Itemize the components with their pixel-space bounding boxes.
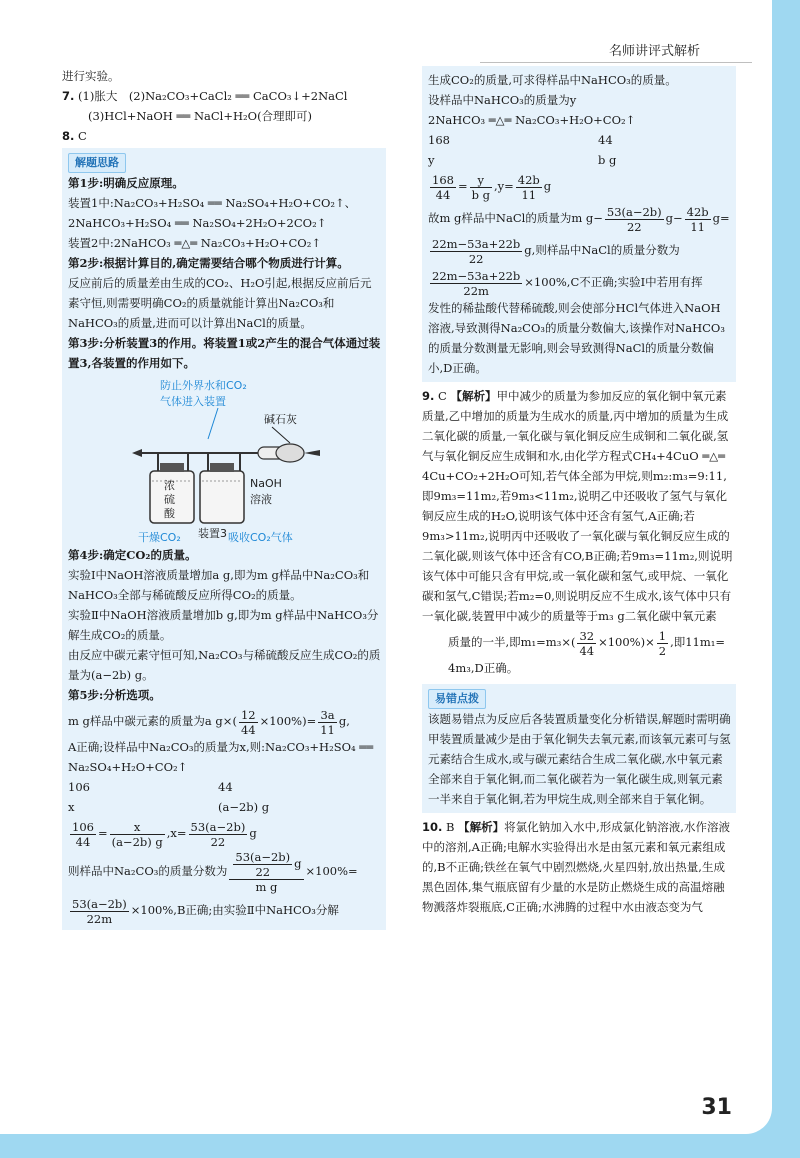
carbon-pre: m g样品中碳元素的质量为a g× <box>68 714 233 728</box>
solution-tag: 解题思路 <box>68 153 126 173</box>
fraction-den: 2 <box>658 643 667 658</box>
fraction-num: 53(a−2b) <box>606 204 662 219</box>
step-4-text-1: 实验Ⅰ中NaOH溶液质量增加a g,即为m g样品中Na₂CO₃和NaHCO₃全部与稀硫酸反应所得CO₂的质量。 <box>68 568 370 602</box>
fraction-den: 22 <box>468 251 484 266</box>
q7-answer-2: (3)HCl+NaOH ══ NaCl+H₂O(合理即可) <box>88 109 313 123</box>
q8-answer: C <box>78 129 87 143</box>
stopper-2 <box>210 463 234 472</box>
step-4: 第4步:确定CO₂的质量。 <box>68 548 197 562</box>
fraction-num: 3a <box>318 708 337 723</box>
q9 <box>422 386 736 626</box>
fraction-den: 22 <box>626 219 642 234</box>
mass-ratio-row <box>68 777 382 797</box>
coef-44: 44 <box>598 133 613 147</box>
nacl-fraction <box>428 266 732 298</box>
header-title: 名师讲评式解析 <box>608 44 700 59</box>
acid-label-2: 硫 <box>164 493 175 506</box>
fraction-num: 53(a−2b) <box>190 819 246 834</box>
stopper-1 <box>160 463 184 472</box>
q9-last <box>422 626 736 658</box>
fraction <box>685 205 711 234</box>
mfr-post: ×100%,B正确;由实验Ⅱ中NaHCO₃分解 <box>130 903 339 917</box>
step-2: 第2步:根据计算目的,确定需要结合哪个物质进行计算。 <box>68 256 349 270</box>
soda-lime-label: 碱石灰 <box>264 413 297 426</box>
nacl-post: g= <box>712 211 730 225</box>
fraction-num: 168 <box>432 172 454 187</box>
apparatus-diagram <box>68 375 382 543</box>
diagram-note-top: 防止外界水和CO₂ <box>160 379 247 392</box>
soda-lime-pointer <box>272 427 290 443</box>
inlet-arrow <box>132 449 142 457</box>
nacl-mid: g− <box>665 211 683 225</box>
q10-number: 10. <box>422 820 443 834</box>
q7-number: 7. <box>62 89 75 103</box>
q9-text: 甲中减少的质量为参加反应的氧化铜中氧元素质量,乙中增加的质量为生成水的质量,丙中增加的质量为生成二氧化碳的质量,一氧化碳与氧化铜反应生成铜和二氧化碳,氢气与氧化铜反应生成铜和水,由化学方程式CH₄+4CuO ═△═ 4Cu+CO₂+2H₂O可知,若气体全部为甲烷,则m₂:m₃=9:11,即9m₃=11m₂,若9m₃<11m₂,说明乙中还吸收了氢气与氧化铜反应生成的H₂O,说明该气体中还含有氢气,A正确;若9m₃>11m₂,说明丙中还吸收了一氧化碳与氧化铜反应生成的二氧化碳,则该气体中还含有CO,B正确;若9m₃=11m₂,则说明该气体中可能只含有甲烷,或一氧化碳和氢气,或甲烷、一氧化碳和氢气,C错误;若m₂=0,则说明反应不生成水,该气体中只有一氧化碳,装置甲中减少的质量等于m₃ g二氧化碳中氧元素 <box>422 389 733 623</box>
text-para: 发性的稀盐酸代替稀硫酸,则会使部分HCl气体进入NaOH溶液,导致测得Na₂CO₃的质量分数偏大,该操作对NaHCO₃的质量分数测量无影响,则会导致测得NaCl的质量分数偏小,D正确。 <box>428 301 725 375</box>
text-line: 进行实验。 <box>62 69 120 83</box>
fraction-den: 22m <box>86 911 113 926</box>
fraction <box>430 173 456 202</box>
q8 <box>62 126 386 146</box>
step-2-text: 反应前后的质量差由生成的CO₂、H₂O引起,根据反应前后元素守恒,则需要明确CO₂的质量就能计算出Na₂CO₃和NaHCO₃的质量,进而可以计算出NaCl的质量。 <box>68 276 372 330</box>
fraction <box>605 205 664 234</box>
mass-value-row <box>68 797 382 817</box>
absorb-label: 吸收CO₂气体 <box>228 531 293 543</box>
unit-g: g <box>294 856 302 871</box>
fraction <box>239 708 258 737</box>
bottle-naoh <box>200 471 244 523</box>
mf-pre: 则样品中Na₂CO₃的质量分数为 <box>68 864 228 878</box>
fraction-num: 22m−53a+22b <box>432 236 521 251</box>
q10 <box>422 817 736 917</box>
val-x: x <box>68 800 75 814</box>
fraction <box>430 269 522 298</box>
step-5-carbon: m g样品中碳元素的质量为a g×( $\frac{12}{44}$ ×100%)= $\frac{3a}{11}$ g, <box>68 707 350 737</box>
fraction-den: 44 <box>435 187 451 202</box>
nacl2-post: g,则样品中NaCl的质量分数为 <box>524 243 680 257</box>
val-bg: b g <box>598 153 617 167</box>
fraction-num: y <box>470 173 492 188</box>
q9-pre: 质量的一半,即m₁=m₃×( <box>448 635 576 649</box>
y-eq: ,y= <box>493 179 514 193</box>
fraction <box>516 173 542 202</box>
fraction-den: 11 <box>690 219 705 234</box>
right-column <box>422 66 736 917</box>
fraction <box>657 629 668 658</box>
step-5: 第5步:分析选项。 <box>68 688 161 702</box>
q7 <box>62 86 386 106</box>
tip-box <box>422 684 736 813</box>
fraction-complex <box>229 850 303 894</box>
fraction <box>577 629 596 658</box>
eq: = <box>97 826 108 840</box>
step-1-eq-2: 2NaHCO₃+H₂SO₄ ══ Na₂SO₄+2H₂O+2CO₂↑ <box>68 216 327 230</box>
step-1-eq-3: 装置2中:2NaHCO₃ ═△═ Na₂CO₃+H₂O+CO₂↑ <box>68 236 321 250</box>
fraction-num: x <box>110 820 165 835</box>
q7-answer-1: (1)胀大 (2)Na₂CO₃+CaCl₂ ══ CaCO₃↓+2NaCl <box>78 89 348 103</box>
nacl-mass <box>428 202 732 234</box>
fraction-num <box>229 850 303 880</box>
fraction <box>70 897 129 926</box>
fraction-den: m g <box>255 880 278 894</box>
val-y: y <box>428 153 435 167</box>
value-row <box>428 150 732 170</box>
fraction-den: (a−2b) g <box>111 834 163 849</box>
fraction-den: 44 <box>579 643 595 658</box>
fraction-num: 106 <box>72 819 94 834</box>
coef-44: 44 <box>218 780 233 794</box>
fraction <box>318 708 337 737</box>
step-4-text-3: 由反应中碳元素守恒可知,Na₂CO₃与稀硫酸反应生成CO₂的质量为(a−2b) g。 <box>68 648 381 682</box>
x-eq: ,x= <box>166 826 187 840</box>
carbon-eq: = <box>306 714 317 728</box>
fraction <box>70 820 96 849</box>
coef-row <box>428 130 732 150</box>
step-3: 第3步:分析装置3的作用。将装置1或2产生的混合气体通过装置3,各装置的作用如下。 <box>68 336 381 370</box>
unit-g: g <box>249 826 257 840</box>
unit-g: g <box>543 179 552 193</box>
acid-label-3: 酸 <box>164 507 175 520</box>
fraction <box>189 820 248 849</box>
q10-tag: 【解析】 <box>458 820 505 834</box>
text-line: 生成CO₂的质量,可求得样品中NaHCO₃的质量。 <box>428 73 677 87</box>
nacl-pre: 故m g样品中NaCl的质量为m g− <box>428 211 603 225</box>
q9-end: 4m₃,D正确。 <box>448 661 519 675</box>
fraction-den: b g <box>471 187 490 202</box>
q9-post: ,即11m₁= <box>670 635 726 649</box>
q9-mid: ×100%)× <box>598 635 655 649</box>
fraction-den: 22 <box>210 834 226 849</box>
q10-answer: B <box>446 820 455 834</box>
carbon-mid: ×100% <box>259 714 303 728</box>
device-3-label: 装置3 <box>198 527 227 540</box>
fraction-den: 44 <box>75 834 91 849</box>
outlet-tip <box>304 450 320 456</box>
fraction-num: 53(a−2b) <box>235 850 291 864</box>
carbon-post: g, <box>338 714 350 728</box>
mass-fraction <box>68 849 382 894</box>
fraction-den: 11 <box>320 722 335 737</box>
fraction <box>233 850 292 879</box>
header-divider <box>480 62 752 63</box>
text-line: 设样品中NaHCO₃的质量为y <box>428 93 577 107</box>
solution-box-cont <box>422 66 736 382</box>
tip-text: 该题易错点为反应后各装置质量变化分析错误,解题时需明确甲装置质量减少是由于氧化铜失去氧元素,而该氧元素可与氢元素结合生成水,或与碳元素结合生成二氧化碳,水中氧元素全部来自于氧化铜,而二氧化碳若为一氧化碳生成,则氧元素一半来自于氧化铜,若为甲烷生成,则全部来自于氧化铜。 <box>428 712 731 806</box>
fraction <box>470 173 492 202</box>
fraction-den: 22 <box>255 865 271 879</box>
q8-number: 8. <box>62 129 75 143</box>
fraction-den: 22m <box>463 283 489 298</box>
q9-number: 9. <box>422 389 435 403</box>
dry-label: 干燥CO₂ <box>138 531 181 543</box>
step-5-b: A正确;设样品中Na₂CO₃的质量为x,则:Na₂CO₃+H₂SO₄ ══ Na₂SO₄+H₂O+CO₂↑ <box>68 740 374 774</box>
fraction <box>430 237 522 266</box>
tip-tag: 易错点拨 <box>428 689 486 709</box>
solution-box <box>62 148 386 930</box>
fraction <box>110 820 165 849</box>
apparatus-svg <box>68 375 368 543</box>
val-a2b: (a−2b) g <box>218 800 270 814</box>
step-1-eq-1: 装置1中:Na₂CO₃+H₂SO₄ ══ Na₂SO₄+H₂O+CO₂↑、 <box>68 196 357 210</box>
note-pointer <box>208 408 218 439</box>
fraction-num: 53(a−2b) <box>72 896 127 911</box>
acid-label-1: 浓 <box>164 479 175 492</box>
fraction-num: 22m−53a+22b <box>432 268 521 283</box>
q9-answer: C <box>438 389 447 403</box>
fraction-den: 44 <box>240 722 256 737</box>
equation: 2NaHCO₃ ═△═ Na₂CO₃+H₂O+CO₂↑ <box>428 113 636 127</box>
mass-fraction-result <box>68 894 382 926</box>
proportion: $\frac{168}{44}$ = $\frac{y}{\text{b g}}$ ,y= $\frac{42b}{11}$ g <box>432 172 552 202</box>
q10-text: 将氯化钠加入水中,形成氯化钠溶液,水作溶液中的溶剂,A正确;电解水实验得出水是由氢元素和氧元素组成的,B不正确;铁丝在氧气中剧烈燃烧,火星四射,放出热量,生成黑色固体,集气瓶底留有少量的水是防止燃烧生成的高温熔融物溅落炸裂瓶底,C正确;水沸腾的过程中水由液态变为气 <box>422 820 730 914</box>
step-4-text-2: 实验Ⅱ中NaOH溶液质量增加b g,即为m g样品中NaHCO₃分解生成CO₂的质量。 <box>68 608 379 642</box>
naclf-post: ×100%,C不正确;实验Ⅰ中若用有挥 <box>524 275 703 289</box>
q9-tag: 【解析】 <box>450 389 497 403</box>
step-1: 第1步:明确反应原理。 <box>68 176 184 190</box>
fraction-num: 1 <box>658 628 667 643</box>
fraction-num: 42b <box>686 204 709 219</box>
naoh-solution-label: 溶液 <box>250 493 272 506</box>
fraction-num: 32 <box>579 628 595 643</box>
soda-lime-bulb <box>276 444 304 462</box>
mf-post: ×100%= <box>305 864 358 878</box>
fraction-num: 12 <box>240 707 256 722</box>
page-number: 31 <box>701 1095 732 1120</box>
diagram-note-top-2: 气体进入装置 <box>160 395 226 408</box>
proportion <box>68 817 382 849</box>
fraction-den: 11 <box>521 187 537 202</box>
nacl-mass-2 <box>428 234 732 266</box>
fraction-num: 42b <box>517 172 540 187</box>
left-column <box>62 66 386 930</box>
naoh-label: NaOH <box>250 477 282 490</box>
coef-106: 106 <box>68 780 90 794</box>
coef-168: 168 <box>428 133 450 147</box>
